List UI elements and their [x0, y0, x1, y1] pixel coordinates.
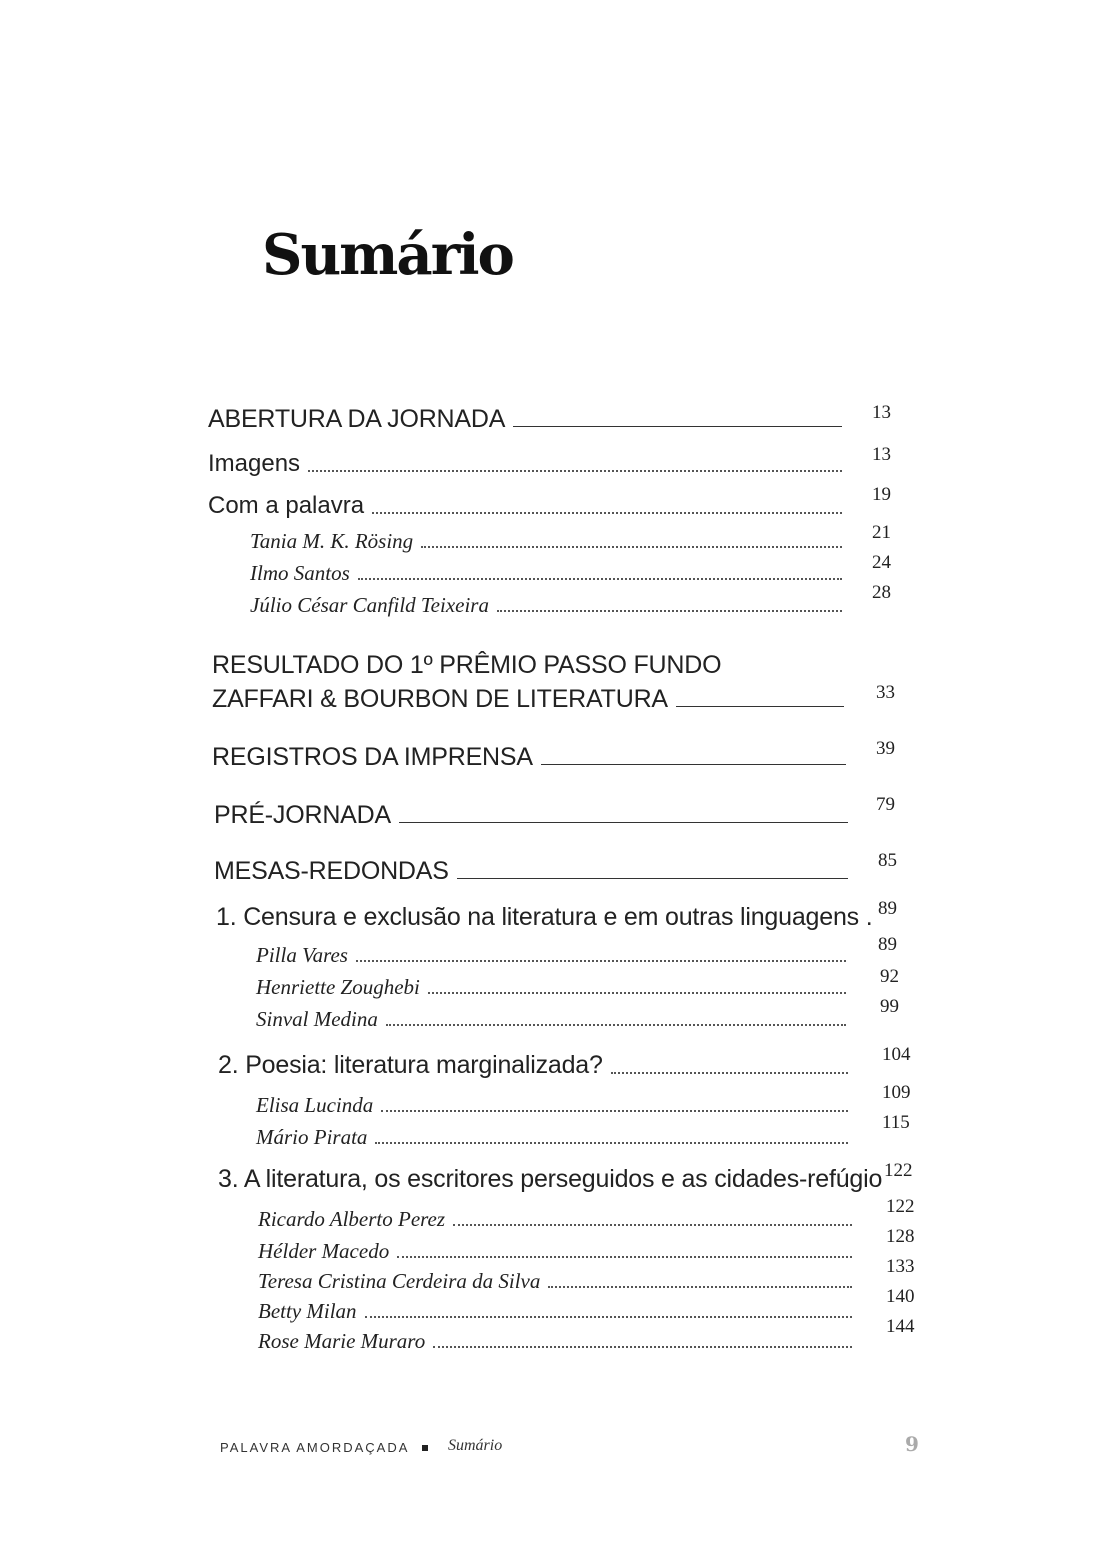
toc-entry [208, 398, 848, 434]
toc-entry [208, 442, 848, 478]
toc-entry-page: 33 [876, 682, 895, 703]
toc-author-entry [258, 1200, 858, 1232]
toc-entry-page: 140 [886, 1286, 915, 1307]
toc-author-label: Ilmo Santos [250, 561, 350, 585]
toc-author-entry [258, 1292, 858, 1324]
toc-entry [212, 736, 852, 772]
toc-leader-dots [381, 1110, 848, 1112]
toc-author-entry [258, 1262, 858, 1294]
toc-entry-page: 144 [886, 1316, 915, 1337]
toc-entry-page: 85 [878, 850, 897, 871]
toc-author-label: Ricardo Alberto Perez [258, 1207, 446, 1231]
toc-entry [218, 1158, 883, 1194]
toc-leader-dots [428, 992, 846, 994]
toc-author-label: Mário Pirata [256, 1125, 368, 1149]
toc-author-label: Tania M. K. Rösing [250, 529, 414, 553]
toc-leader-line [513, 426, 842, 427]
toc-entry-label: 1. Censura e exclusão na literatura e em outras linguagens . [216, 903, 873, 931]
footer-page-number: 9 [905, 1432, 919, 1456]
toc-entry-page: 115 [882, 1112, 910, 1133]
page-title: Sumário [262, 222, 513, 288]
toc-entry [218, 1044, 854, 1080]
toc-author-label: Sinval Medina [256, 1007, 378, 1031]
toc-author-entry [250, 554, 848, 586]
toc-author-entry [256, 936, 852, 968]
toc-author-entry [250, 586, 848, 618]
toc-entry-page: 28 [872, 582, 891, 603]
toc-entry-label: RESULTADO DO 1º PRÊMIO PASSO FUNDO [212, 651, 722, 679]
toc-leader-line [541, 764, 846, 765]
toc-entry-page: 133 [886, 1256, 915, 1277]
toc-entry-label: ZAFFARI & BOURBON DE LITERATURA [212, 685, 668, 713]
toc-entry-page: 92 [880, 966, 899, 987]
toc-entry [214, 850, 854, 886]
toc-author-label: Elisa Lucinda [256, 1093, 374, 1117]
toc-entry [216, 896, 873, 932]
toc-leader-dots [397, 1256, 852, 1258]
toc-entry [212, 678, 850, 714]
toc-entry-label: PRÉ-JORNADA [214, 801, 391, 829]
footer-bullet-icon [422, 1445, 428, 1451]
toc-entry-page: 24 [872, 552, 891, 573]
toc-entry-label: 3. A literatura, os escritores perseguidos e as cidades-refúgio [218, 1165, 883, 1193]
toc-leader-line [457, 878, 848, 879]
toc-author-entry [256, 1086, 854, 1118]
toc-leader-dots [421, 546, 842, 548]
toc-author-label: Júlio César Canfild Teixeira [250, 593, 489, 617]
toc-entry [208, 484, 848, 520]
toc-entry-label: ABERTURA DA JORNADA [208, 405, 506, 433]
toc-entry-page: 122 [884, 1160, 913, 1181]
toc-author-entry [258, 1232, 858, 1264]
toc-leader-dots [365, 1316, 852, 1318]
toc-entry-page: 89 [878, 934, 897, 955]
toc-entry-page: 39 [876, 738, 895, 759]
toc-entry-label: Com a palavra [208, 492, 365, 519]
toc-entry-label: Imagens [208, 450, 301, 477]
footer-book-title: PALAVRA AMORDAÇADA [220, 1440, 410, 1455]
toc-entry-page: 21 [872, 522, 891, 543]
toc-entry-page: 79 [876, 794, 895, 815]
toc-author-label: Henriette Zoughebi [256, 975, 420, 999]
toc-leader-dots [375, 1142, 848, 1144]
toc-author-label: Pilla Vares [256, 943, 348, 967]
toc-entry-page: 122 [886, 1196, 915, 1217]
toc-entry [214, 794, 854, 830]
toc-entry-page: 99 [880, 996, 899, 1017]
toc-entry-label: REGISTROS DA IMPRENSA [212, 743, 533, 771]
toc-leader-dots [386, 1024, 846, 1026]
toc-leader-dots [372, 512, 842, 514]
toc-author-entry [258, 1322, 858, 1354]
toc-entry-page: 128 [886, 1226, 915, 1247]
toc-leader-dots [308, 470, 842, 472]
toc-author-entry [256, 968, 852, 1000]
toc-entry-label: 2. Poesia: literatura marginalizada? [218, 1051, 603, 1079]
toc-entry-page: 104 [882, 1044, 911, 1065]
toc-leader-dots [356, 960, 846, 962]
toc-leader-dots [611, 1072, 848, 1074]
toc-author-entry [250, 522, 848, 554]
toc-author-label: Betty Milan [258, 1299, 357, 1323]
toc-leader-dots [453, 1224, 852, 1226]
toc-entry-page: 13 [872, 444, 891, 465]
toc-author-label: Rose Marie Muraro [258, 1329, 426, 1353]
toc-entry-page: 19 [872, 484, 891, 505]
toc-author-label: Teresa Cristina Cerdeira da Silva [258, 1269, 541, 1293]
toc-entry-page: 109 [882, 1082, 911, 1103]
toc-leader-dots [548, 1286, 852, 1288]
toc-leader-dots [358, 578, 842, 580]
toc-entry-page: 13 [872, 402, 891, 423]
toc-author-entry [256, 1000, 852, 1032]
footer-section: Sumário [448, 1437, 503, 1454]
toc-author-entry [256, 1118, 854, 1150]
toc-leader-dots [433, 1346, 852, 1348]
toc-entry-page: 89 [878, 898, 897, 919]
toc-leader-line [399, 822, 848, 823]
toc-leader-dots [497, 610, 842, 612]
toc-entry-label: MESAS-REDONDAS [214, 857, 449, 885]
toc-leader-line [676, 706, 844, 707]
toc-author-label: Hélder Macedo [258, 1239, 390, 1263]
toc-entry-line1 [212, 644, 852, 680]
